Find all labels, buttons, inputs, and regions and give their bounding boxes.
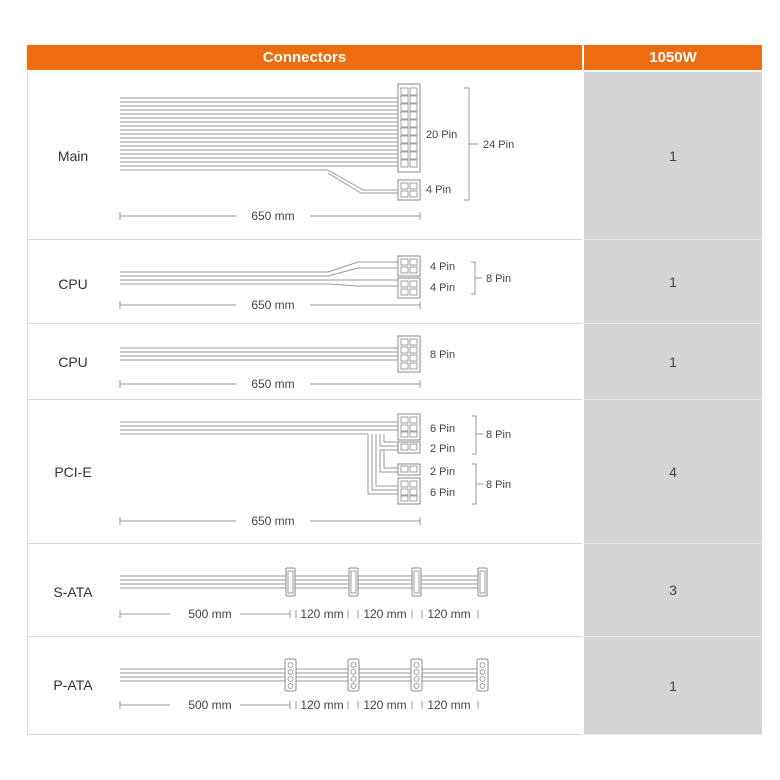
- sata-cable-diagram: [28, 544, 583, 637]
- pin-label: 24 Pin: [483, 139, 515, 151]
- pcie-cable-diagram: [28, 400, 583, 544]
- connector-name: CPU: [58, 276, 88, 292]
- pin-label: 2 Pin: [430, 443, 456, 455]
- pin-label: 6 Pin: [430, 423, 456, 435]
- length-label: 500 mm: [188, 607, 232, 621]
- length-label: 120 mm: [427, 607, 471, 621]
- length-label: 120 mm: [363, 607, 407, 621]
- length-label: 500 mm: [188, 698, 232, 712]
- row-cpu-8: [27, 324, 762, 400]
- length-label: 120 mm: [300, 698, 344, 712]
- connector-name: CPU: [58, 354, 88, 370]
- row-pcie: [27, 400, 762, 544]
- length-label: 120 mm: [363, 698, 407, 712]
- connector-name: S-ATA: [53, 584, 93, 600]
- pin-label: 8 Pin: [430, 349, 456, 361]
- quantity-value: 3: [584, 544, 762, 637]
- row-cpu-4plus4: [27, 240, 762, 324]
- quantity-value: 4: [584, 400, 762, 544]
- connector-name: P-ATA: [53, 677, 93, 693]
- length-label: 650 mm: [251, 209, 295, 223]
- pin-label: 8 Pin: [486, 273, 512, 285]
- header-wattage: 1050W: [584, 45, 762, 70]
- row-main: [27, 72, 762, 240]
- pin-label: 4 Pin: [426, 184, 452, 196]
- main-cable-diagram: [28, 72, 583, 240]
- connector-name: PCI-E: [54, 464, 92, 480]
- connector-name: Main: [57, 148, 89, 164]
- pata-cable-diagram: [28, 637, 583, 735]
- quantity-value: 1: [584, 72, 762, 240]
- pin-label: 4 Pin: [430, 261, 456, 273]
- length-label: 120 mm: [300, 607, 344, 621]
- quantity-value: 1: [584, 637, 762, 735]
- pin-label: 2 Pin: [430, 466, 456, 478]
- quantity-value: 1: [584, 240, 762, 324]
- pin-label: 20 Pin: [426, 129, 458, 141]
- cpu-8-cable-diagram: [28, 324, 583, 400]
- quantity-value: 1: [584, 324, 762, 400]
- pin-label: 8 Pin: [486, 429, 512, 441]
- row-sata: [27, 544, 762, 637]
- length-label: 650 mm: [251, 514, 295, 528]
- pin-label: 4 Pin: [430, 282, 456, 294]
- pin-label: 6 Pin: [430, 487, 456, 499]
- length-label: 650 mm: [251, 298, 295, 312]
- cpu-4plus4-cable-diagram: [28, 240, 583, 324]
- length-label: 650 mm: [251, 377, 295, 391]
- length-label: 120 mm: [427, 698, 471, 712]
- pin-label: 8 Pin: [486, 479, 512, 491]
- row-pata: [27, 637, 762, 735]
- header-connectors: Connectors: [27, 45, 582, 70]
